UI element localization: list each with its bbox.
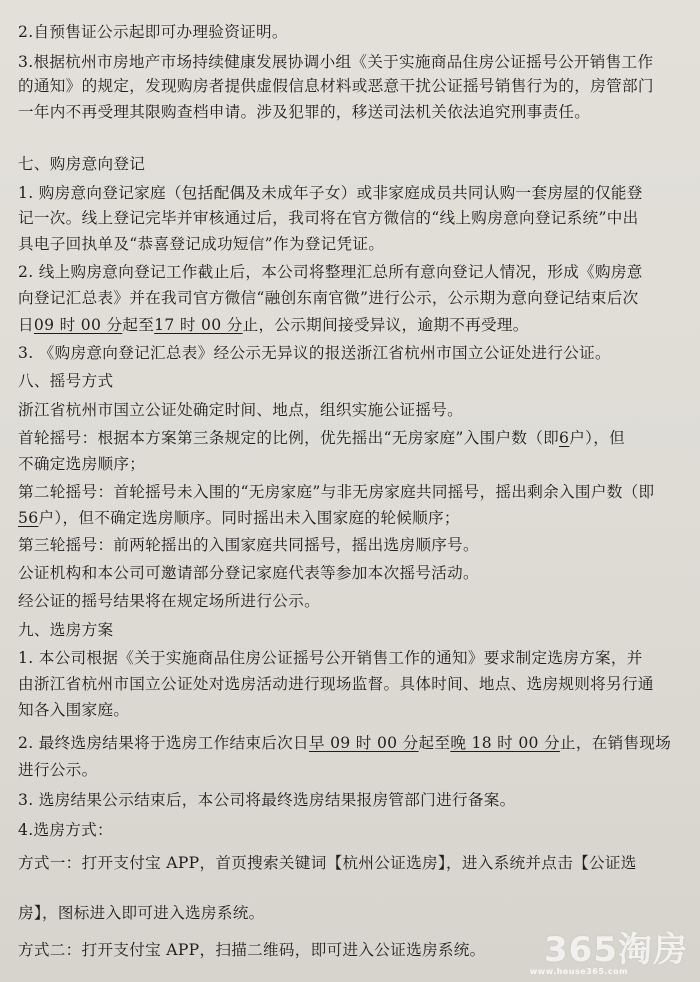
text-line [18, 428, 625, 448]
text-line: 房】，图标进入即可进入选房系统。 [18, 904, 265, 922]
text-segment: 起至 [418, 734, 451, 752]
text-line: 方式二：打开支付宝 APP，扫描二维码，即可进入公证选房系统。 [18, 941, 486, 959]
text-segment: 起至 [122, 316, 155, 334]
text-line: 公证机构和本公司可邀请部分登记家庭代表等参加本次摇号活动。 [18, 564, 479, 582]
text-line: 3. 《购房意向登记汇总表》经公示无异议的报送浙江省杭州市国立公证处进行公证。 [18, 344, 611, 362]
text-segment: 户），但 [569, 429, 626, 447]
text-line: 的通知》的规定，发现购房者提供虚假信息材料或恶意干扰公证摇号销售行为的，房管部门 [18, 77, 654, 95]
text-line: 进行公示。 [18, 761, 98, 779]
text-line: 向登记汇总表》并在我司官方微信“融创东南官微”进行公示，公示期为意向登记结束后次 [18, 289, 639, 307]
text-segment: 首轮摇号：根据本方案第三条规定的比例，优先摇出“无房家庭”入围户数（即 [18, 429, 560, 447]
watermark-logo [529, 930, 688, 976]
text-segment: 户），但不确定选房顺序。同时摇出未入围家庭的轮候顺序； [38, 509, 460, 527]
underlined-value: 晚 18 时 00 分 [450, 734, 560, 752]
watermark-url: www.house365.com [529, 967, 628, 976]
text-segment: 止，在销售现场 [559, 734, 672, 752]
underlined-value: 09 时 00 分 [33, 316, 123, 334]
text-line: 由浙江省杭州市国立公证处对选房活动进行现场监督。具体时间、地点、选房规则将另行通 [18, 675, 654, 693]
text-line: 知各入围家庭。 [18, 701, 130, 719]
text-line: 4.选房方式： [18, 821, 113, 839]
text-line: 2. 线上购房意向登记工作截止后，本公司将整理汇总所有意向登记人情况，形成《购房意 [18, 263, 643, 281]
text-line: 不确定选房顺序； [18, 455, 146, 473]
text-line: 3. 选房结果公示结束后，本公司将最终选房结果报房管部门进行备案。 [18, 791, 516, 809]
underlined-value: 56 [18, 509, 39, 527]
text-segment: 2. 最终选房结果将于选房工作结束后次日 [18, 734, 309, 752]
text-line: 第三轮摇号：前两轮摇出的入围家庭共同摇号，摇出选房顺序号。 [18, 536, 479, 554]
section-heading: 九、选房方案 [18, 621, 114, 639]
text-line: 1. 本公司根据《关于实施商品住房公证摇号公开销售工作的通知》要求制定选房方案，并 [18, 649, 643, 667]
text-line: 3.根据杭州市房地产市场持续健康发展协调小组《关于实施商品住房公证摇号公开销售工作 [18, 53, 654, 71]
text-line [18, 733, 671, 753]
text-line: 1. 购房意向登记家庭（包括配偶及未成年子女）或非家庭成员共同认购一套房屋的仅能登 [18, 184, 643, 202]
text-line: 经公证的摇号结果将在规定场所进行公示。 [18, 592, 320, 610]
underlined-value: 早 09 时 00 分 [308, 734, 419, 752]
text-line: 一年内不再受理其限购查档申请。涉及犯罪的，移送司法机关依法追究刑事责任。 [18, 103, 591, 121]
text-line: 第二轮摇号：首轮摇号未入围的“无房家庭”与非无房家庭共同摇号，摇出剩余入围户数（即 [18, 483, 655, 501]
text-segment: 日 [18, 316, 34, 334]
underlined-value: 17 时 00 分 [154, 316, 243, 334]
text-line: 具电子回执单及“恭喜登记成功短信”作为登记凭证。 [18, 235, 385, 253]
text-line [18, 508, 460, 528]
watermark-brand: 365淘房 [544, 930, 688, 970]
text-line: 记一次。线上登记完毕并审核通过后，我司将在官方微信的“线上购房意向登记系统”中出 [18, 209, 639, 227]
section-heading: 八、摇号方式 [18, 372, 114, 390]
section-heading: 七、购房意向登记 [18, 155, 146, 173]
text-line [18, 315, 529, 335]
text-line: 2.自预售证公示起即可办理验资证明。 [18, 23, 288, 41]
text-line: 方式一：打开支付宝 APP，首页搜索关键词【杭州公证选房】，进入系统并点击【公证选 [18, 854, 637, 872]
text-segment: 止，公示期间接受异议，逾期不再受理。 [242, 316, 529, 334]
text-line: 浙江省杭州市国立公证处确定时间、地点，组织实施公证摇号。 [18, 401, 464, 419]
underlined-value: 6 [559, 429, 570, 447]
